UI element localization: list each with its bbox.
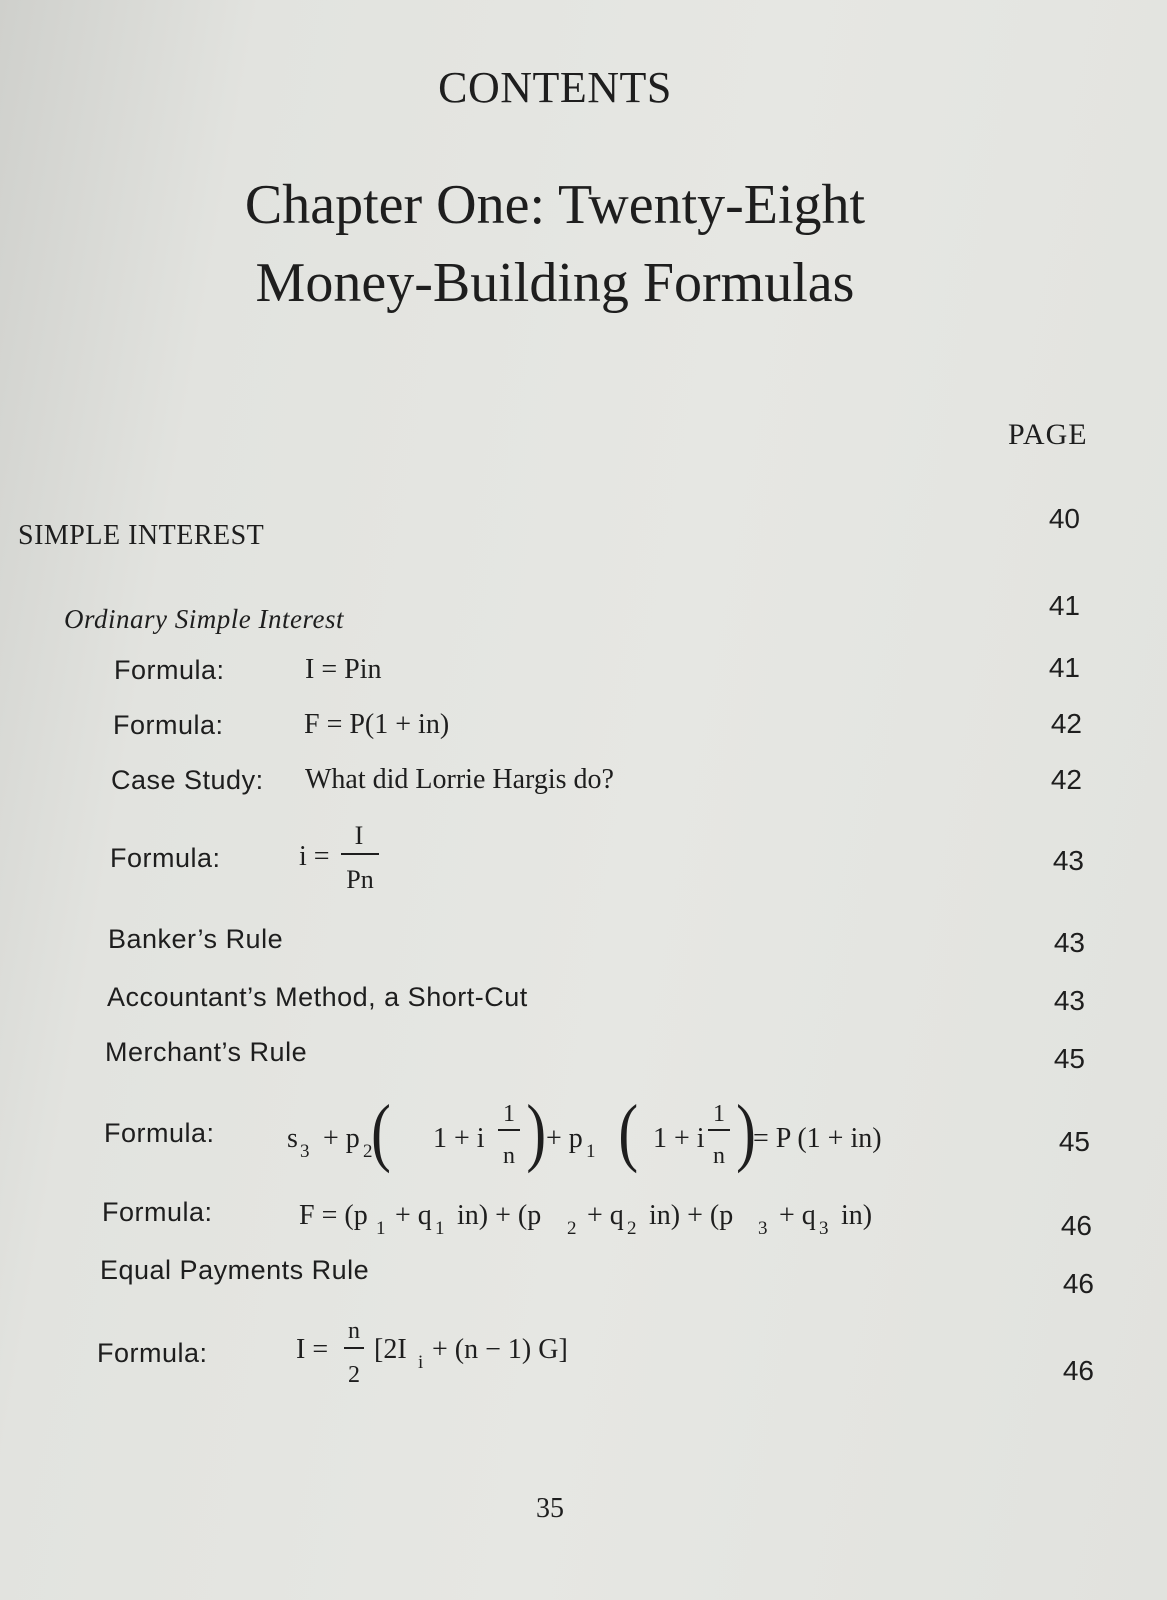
svg-text:+ p: + p: [323, 1123, 360, 1154]
page-column-label: PAGE: [1008, 418, 1088, 451]
svg-text:1: 1: [376, 1218, 386, 1239]
formula-text: I = Pin: [305, 654, 382, 685]
entry-label: Formula:: [110, 843, 221, 873]
svg-text:1: 1: [713, 1101, 725, 1127]
section-title: SIMPLE INTEREST: [18, 520, 265, 551]
svg-text:n: n: [503, 1143, 515, 1169]
formula-equal-payments: [292, 1310, 632, 1400]
svg-text:(: (: [618, 1088, 639, 1174]
entry-page: 41: [1048, 652, 1080, 683]
svg-text:i: i: [418, 1352, 424, 1373]
case-study-text: What did Lorrie Hargis do?: [305, 764, 614, 795]
svg-text:+ p: + p: [546, 1123, 583, 1154]
entry-label: Formula:: [104, 1118, 215, 1148]
entry-page: 46: [1062, 1355, 1094, 1386]
svg-text:3: 3: [819, 1218, 829, 1239]
entry-label: Case Study:: [111, 765, 264, 795]
entry-page: 43: [1052, 845, 1084, 876]
svg-text:1: 1: [503, 1101, 515, 1127]
subsection-page: 41: [1048, 590, 1080, 621]
svg-text:3: 3: [758, 1218, 768, 1239]
svg-text:= P (1 + in): = P (1 + in): [753, 1123, 882, 1154]
svg-text:+ (n − 1) G]: + (n − 1) G]: [432, 1334, 568, 1365]
svg-text:1 + i: 1 + i: [433, 1123, 485, 1154]
svg-text:1 + i: 1 + i: [653, 1123, 705, 1154]
svg-text:1: 1: [586, 1141, 596, 1162]
svg-text:in) + (p: in) + (p: [649, 1200, 734, 1231]
svg-text:n: n: [713, 1143, 725, 1169]
svg-text:(: (: [371, 1088, 391, 1174]
svg-text:2: 2: [627, 1218, 637, 1239]
entry-label: Equal Payments Rule: [100, 1255, 370, 1285]
svg-text:in) + (p: in) + (p: [457, 1200, 542, 1231]
formula-i-equals-i-over-pn: [295, 818, 395, 898]
entry-label: Accountant’s Method, a Short-Cut: [107, 982, 528, 1012]
entry-page: 43: [1053, 927, 1085, 958]
svg-text:I =: I =: [296, 1334, 329, 1365]
svg-text:2: 2: [363, 1141, 373, 1162]
contents-heading: CONTENTS: [438, 63, 672, 112]
page-number: 35: [536, 1493, 564, 1524]
svg-text:[2I: [2I: [374, 1334, 407, 1365]
subsection-title: Ordinary Simple Interest: [64, 604, 344, 634]
svg-text:i =: i =: [299, 841, 330, 872]
svg-text:s: s: [287, 1123, 298, 1154]
chapter-title-line-1: Chapter One: Twenty-Eight: [244, 174, 866, 236]
svg-text:Pn: Pn: [346, 865, 374, 894]
entry-page: 42: [1050, 764, 1082, 795]
entry-label: Formula:: [114, 655, 225, 685]
formula-merchants-rule: [283, 1085, 933, 1185]
entry-page: 46: [1060, 1210, 1092, 1241]
svg-text:): ): [526, 1088, 547, 1174]
entry-page: 46: [1062, 1268, 1094, 1299]
svg-text:F = (p: F = (p: [299, 1200, 368, 1231]
svg-text:2: 2: [348, 1362, 360, 1388]
entry-label: Formula:: [113, 710, 224, 740]
svg-text:2: 2: [567, 1218, 577, 1239]
svg-text:3: 3: [300, 1141, 310, 1162]
svg-text:+ q: + q: [395, 1200, 432, 1231]
entry-label: Merchant’s Rule: [105, 1037, 308, 1067]
entry-label: Formula:: [102, 1197, 213, 1227]
entry-page: 45: [1058, 1126, 1090, 1157]
svg-text:): ): [736, 1088, 756, 1174]
svg-text:1: 1: [435, 1218, 445, 1239]
svg-text:+ q: + q: [587, 1200, 624, 1231]
chapter-title-line-2: Money-Building Formulas: [255, 252, 855, 314]
entry-label: Banker’s Rule: [108, 924, 284, 954]
section-page: 40: [1048, 503, 1080, 534]
entry-page: 42: [1050, 708, 1082, 739]
svg-text:n: n: [348, 1318, 360, 1344]
entry-page: 45: [1053, 1043, 1085, 1074]
svg-text:+ q: + q: [779, 1200, 816, 1231]
formula-text: F = P(1 + in): [304, 709, 450, 740]
formula-future-value-sum: [295, 1190, 975, 1250]
svg-text:I: I: [354, 821, 364, 850]
entry-page: 43: [1053, 985, 1085, 1016]
entry-label: Formula:: [97, 1338, 208, 1368]
svg-text:in): in): [841, 1200, 873, 1231]
